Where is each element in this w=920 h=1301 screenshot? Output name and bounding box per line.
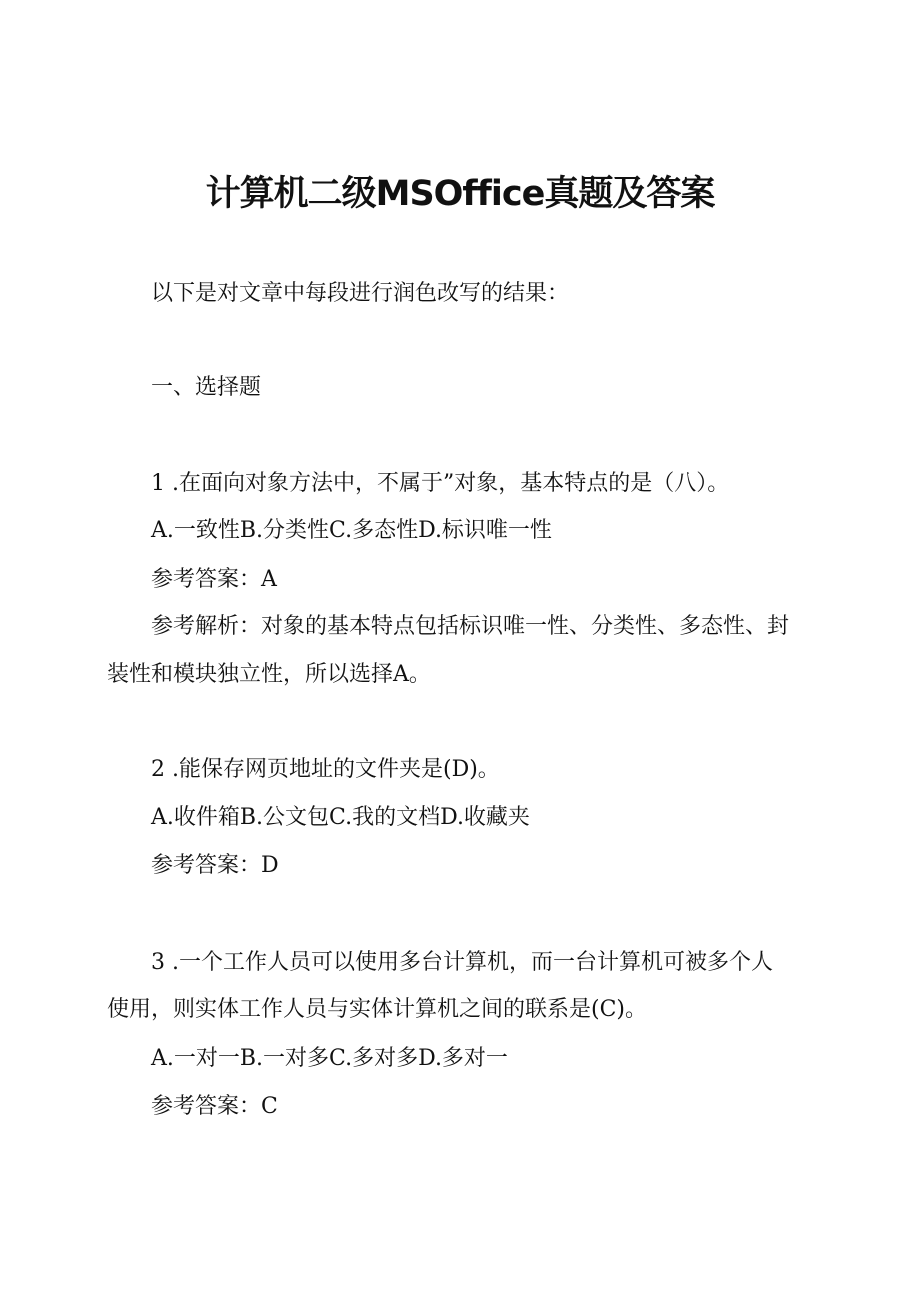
question-stem: 3 .一个工作人员可以使用多台计算机，而一台计算机可被多个人 — [151, 950, 773, 975]
question-stem-continued: 使用，则实体工作人员与实体计算机之间的联系是(C)。 — [107, 997, 648, 1022]
intro-text: 以下是对文章中每段进行润色改写的结果： — [151, 281, 570, 306]
reference-analysis-continued: 装性和模块独立性，所以选择A。 — [107, 662, 431, 687]
reference-answer: 参考答案：C — [151, 1094, 278, 1119]
question-stem: 1 .在面向对象方法中，不属于”对象，基本特点的是（八）。 — [151, 471, 730, 496]
reference-answer: 参考答案：A — [151, 567, 277, 592]
reference-answer: 参考答案：D — [151, 853, 279, 878]
question-options: A.一对一B.一对多C.多对多D.多对一 — [151, 1046, 508, 1071]
question-options: A.一致性B.分类性C.多态性D.标识唯一性 — [151, 518, 552, 543]
question-stem: 2 .能保存网页地址的文件夹是(D)。 — [151, 757, 500, 782]
document-title: 计算机二级MSOffice真题及答案 — [205, 174, 715, 214]
section-heading: 一、选择题 — [151, 375, 262, 400]
reference-analysis: 参考解析：对象的基本特点包括标识唯一性、分类性、多态性、封 — [151, 614, 790, 639]
question-options: A.收件箱B.公文包C.我的文档D.收藏夹 — [151, 805, 530, 830]
